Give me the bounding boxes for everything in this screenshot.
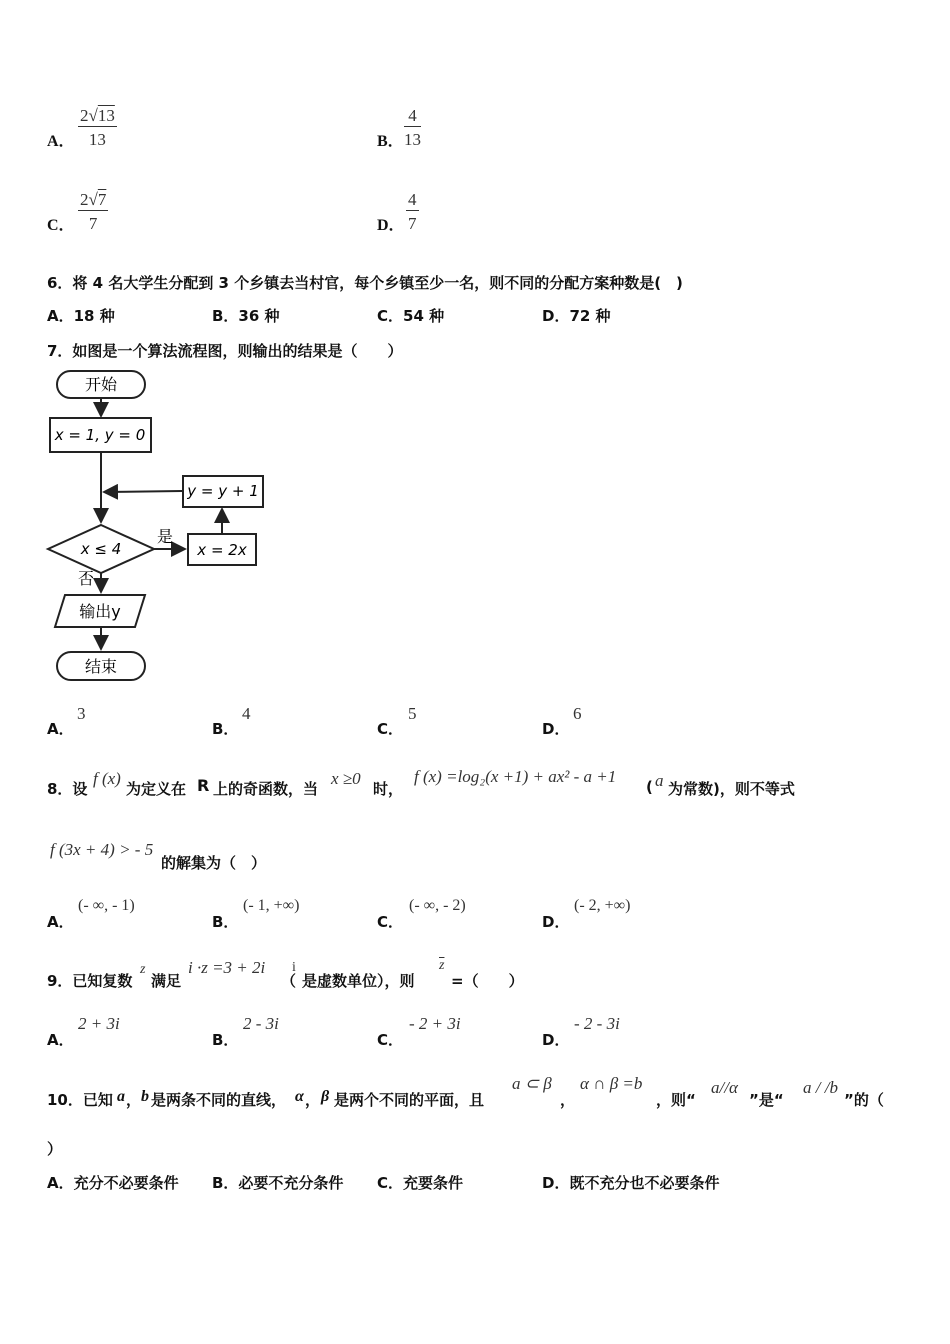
q10-part4: ，则“ <box>656 1091 696 1109</box>
q7-option-d-letter: D． <box>542 720 570 738</box>
q10-comma2: ， <box>305 1091 321 1109</box>
q9-option-d-letter: D． <box>542 1031 570 1049</box>
q7-option-c-value: 5 <box>408 704 417 723</box>
q5-a-denominator: 13 <box>88 130 106 149</box>
q8-part7: 的解集为（ ） <box>161 854 267 872</box>
q10-math1: a ⊂ β <box>512 1074 552 1093</box>
q7-option-b-value: 4 <box>242 704 251 723</box>
q9-part4: 是虚数单位），则 <box>302 972 415 990</box>
q8-option-c-letter: C． <box>377 913 404 931</box>
flow-init-label: x = 1, y = 0 <box>54 426 146 444</box>
q10-option-c: C．充要条件 <box>377 1174 464 1192</box>
q8-option-d-letter: D． <box>542 913 570 931</box>
q10-part7: ） <box>47 1140 63 1158</box>
q8-option-b: (- 1, +∞) <box>243 897 300 914</box>
q8-option-c: (- ∞, - 2) <box>409 897 466 914</box>
q8-option-a-letter: A． <box>47 913 74 931</box>
q9-part3: （ <box>281 972 297 990</box>
q8-condition: x ≥0 <box>331 769 361 788</box>
q8-formula: f (x) =log₂(x +1) + ax² - a +1 <box>414 767 617 786</box>
q5-option-d-letter: D． <box>377 217 405 234</box>
q5-b-denominator: 13 <box>404 130 421 149</box>
q8-part6: 为常数)，则不等式 <box>668 780 795 798</box>
q5-a-radicand: 13 <box>97 106 115 125</box>
q8-part1: 8．设 <box>47 780 88 798</box>
q10-a: a <box>117 1088 125 1105</box>
q9-option-a: 2 + 3i <box>78 1014 120 1033</box>
q5-d-numerator: 4 <box>408 190 417 209</box>
q9-option-c: - 2 + 3i <box>409 1014 461 1033</box>
q9-equation: i ·z =3 + 2i <box>188 958 266 977</box>
q8-a: a <box>655 771 664 790</box>
q5-option-a-letter: A． <box>47 133 75 150</box>
q10-comma1: ， <box>126 1091 142 1109</box>
q6-option-c: C．54 种 <box>377 307 445 325</box>
q5-option-b-letter: B． <box>377 133 404 150</box>
q7-option-a-value: 3 <box>77 704 86 723</box>
q10-part2: 是两条不同的直线， <box>151 1091 287 1109</box>
q10-part1: 10．已知 <box>47 1091 113 1109</box>
flow-step2-label: y = y + 1 <box>187 482 259 500</box>
q5-option-d-fraction <box>406 190 419 234</box>
q8-part5: ( <box>646 778 653 796</box>
q5-d-denominator: 7 <box>408 214 417 233</box>
q10-math3: a//α <box>711 1078 738 1097</box>
q8-R: R <box>197 776 210 795</box>
q7-flowchart <box>40 366 280 691</box>
flow-step1-label: x = 2x <box>197 541 247 559</box>
q5-option-c-fraction: $\frac{2√7}{7}$ <box>80 190 107 233</box>
q10-option-a: A．充分不必要条件 <box>47 1174 179 1192</box>
q5-c-radicand: 7 <box>97 190 107 209</box>
q10-math4: a / /b <box>803 1078 838 1097</box>
q7-stem: 7．如图是一个算法流程图，则输出的结果是（ ） <box>47 342 403 360</box>
q6-option-d: D．72 种 <box>542 307 611 325</box>
q5-option-a-fraction: $\frac{2√13}{13}$ <box>80 106 115 149</box>
q10-part3: 是两个不同的平面，且 <box>334 1091 485 1109</box>
q10-math2: α ∩ β =b <box>580 1074 643 1093</box>
q5-a-coef: 2 <box>80 106 89 125</box>
flow-output-label: 输出y <box>79 602 121 621</box>
q10-b: b <box>141 1088 149 1105</box>
q10-beta: β <box>321 1088 330 1105</box>
flow-no-label: 否 <box>77 569 95 588</box>
q7-option-d-value: 6 <box>573 704 582 723</box>
q7-option-a-letter: A． <box>47 720 74 738</box>
q9-option-b: 2 - 3i <box>243 1014 279 1033</box>
q8-option-b-letter: B． <box>212 913 239 931</box>
q5-option-c-letter: C． <box>47 217 75 234</box>
q10-option-d: D．既不充分也不必要条件 <box>542 1174 720 1192</box>
q10-option-b: B．必要不充分条件 <box>212 1174 344 1192</box>
q10-alpha: α <box>295 1088 304 1105</box>
q9-part5: =（ ） <box>451 972 524 990</box>
q9-zbar: $\overline{z}$ <box>439 958 445 973</box>
flow-decision-label: x ≤ 4 <box>80 540 122 558</box>
q7-option-b-letter: B． <box>212 720 239 738</box>
q10-part5: ”是“ <box>749 1091 784 1109</box>
q8-part3: 上的奇函数，当 <box>213 780 319 798</box>
q9-option-a-letter: A． <box>47 1031 74 1049</box>
q9-part2: 满足 <box>151 972 182 990</box>
q6-option-a: A．18 种 <box>47 307 115 325</box>
q8-inequality: f (3x + 4) > - 5 <box>50 840 154 859</box>
q5-b-numerator: 4 <box>404 106 421 127</box>
flow-end-label: 结束 <box>84 657 118 676</box>
q8-part4: 时， <box>373 780 404 798</box>
q9-z: z <box>140 962 146 977</box>
q8-fx: f (x) <box>93 769 121 788</box>
q7-option-c-letter: C． <box>377 720 404 738</box>
q8-option-d: (- 2, +∞) <box>574 897 631 914</box>
q9-option-c-letter: C． <box>377 1031 404 1049</box>
q5-c-coef: 2 <box>80 190 89 209</box>
q10-part6: ”的（ <box>844 1091 884 1109</box>
q9-i: i <box>292 960 296 975</box>
q9-option-d: - 2 - 3i <box>574 1014 620 1033</box>
q10-comma3: ， <box>560 1091 576 1109</box>
q5-c-denominator: 7 <box>88 214 98 233</box>
q8-option-a: (- ∞, - 1) <box>78 897 135 914</box>
flow-yes-label: 是 <box>156 527 174 546</box>
q5-option-b-fraction <box>404 106 421 150</box>
q6-option-b: B．36 种 <box>212 307 280 325</box>
q6-stem: 6．将 4 名大学生分配到 3 个乡镇去当村官，每个乡镇至少一名，则不同的分配方案种数是( ) <box>47 274 683 292</box>
q9-option-b-letter: B． <box>212 1031 239 1049</box>
flow-start-label: 开始 <box>84 375 118 394</box>
q8-part2: 为定义在 <box>126 780 187 798</box>
q9-part1: 9．已知复数 <box>47 972 133 990</box>
